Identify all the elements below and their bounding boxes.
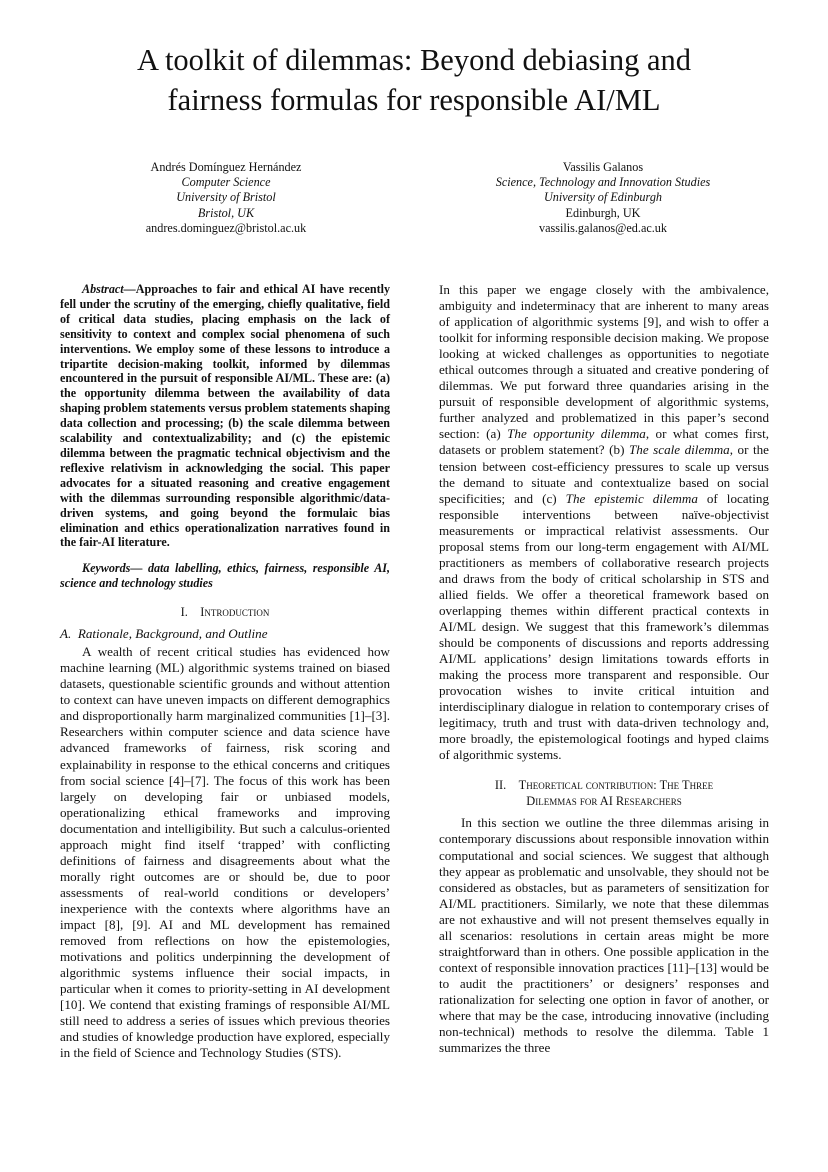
emphasis-opportunity: The opportunity dilemma: [507, 426, 646, 442]
paper-title: [40, 40, 788, 120]
abstract-lead: Abstract—: [82, 282, 136, 296]
subsection-title: Rationale, Background, and Outline: [77, 626, 268, 642]
section-number: I.: [180, 605, 188, 620]
author-location: Edinburgh, UK: [565, 205, 641, 220]
author-department: Science, Technology and Innovation Studies: [495, 175, 711, 190]
section-title-line-2: Dilemmas for AI Researchers: [526, 794, 682, 809]
text-run: of locating responsible interventions between naïve-objectivist measurements or impractical relativist assessments. Our proposal stems from our long-term engagement with AI/ML practitioners as members of collaborative research projects and draws from the body of critical scholarship in STS and allied fields. We offer a theoretical framework based on overlapping themes within different practical contexts in AI/ML design. We suggest that this framework’s dilemmas should be components of discussions and reports addressing AI/ML applications’ design limitations towards efforts in making the process more transparent and responsible. Our provocation wishes to invite critical intuition and interdisciplinary dialogue in relation to contemporary crises of legitimacy, truth and trust with data-driven technology and, more broadly, the epistemological footings and hyped claims of algorithmic systems.: [439, 490, 769, 763]
keywords: [60, 561, 390, 591]
body-paragraph: [439, 282, 769, 763]
keywords-text: data labelling, ethics, fairness, responsible AI, science and technology studies: [60, 561, 390, 591]
section-title: Introduction: [200, 605, 270, 620]
author-email: vassilis.galanos@ed.ac.uk: [539, 220, 667, 235]
abstract-text: Approaches to fair and ethical AI have recently fell under the scrutiny of the emerging, chiefly qualitative, field of critical data studies, placing emphasis on the lack of sensitivity to context and complex social phenomena of such interventions. We employ some of these lessons to introduce a tripartite decision-making toolkit, informed by dilemmas encountered in the pursuit of responsible AI/ML. These are: (a) the opportunity dilemma between the availability of data shaping problem statements versus problem statements shaping data collection and processing; (b) the scale dilemma between scalability and contextualizability; and (c) the epistemic dilemma between the pragmatic technical objectivism and the reflexive relativism in acknowledging the social. This paper advocates for a situated reasoning and creative engagement with the dilemmas surrounding responsible algorithmic/data-driven systems, and going beyond the formulaic bias elimination and ethics operationalization narratives found in the fair-AI literature.: [60, 282, 390, 550]
keywords-lead: Keywords—: [82, 561, 143, 576]
title-line-2: fairness formulas for responsible AI/ML: [167, 83, 661, 117]
author-name: Andrés Domínguez Hernández: [150, 160, 302, 174]
author-location: Bristol, UK: [197, 205, 255, 220]
text-run: , or what comes first, datasets or problem statement? (b): [439, 426, 769, 458]
body-paragraph: In this section we outline the three dilemmas arising in contemporary discussions about responsible innovation within computational and social sciences. We suggest that although they appear as problematic and unsolvable, they should not be considered as obstacles, but as parameters of sensitization for AI/ML practitioners. Similarly, we note that these dilemmas are not exhaustive and will not present themselves equally in all scenarios: resolutions in certain areas might be more straightforward than in others. One possible application in the context of responsible innovation practices [11]–[13] would be to audit the practitioners’ or designers’ responses and rationalization for selecting one option in favor of another, or where that may be the case, introducing innovative (including non-technical) methods to resolve the dilemma. Table 1 summarizes the three: [439, 815, 769, 1056]
author-name: Vassilis Galanos: [562, 160, 644, 174]
author-organization: University of Edinburgh: [543, 190, 663, 205]
text-run: In this paper we engage closely with the ambivalence, ambiguity and indeterminacy that are inherent to many areas of application of algorithmic systems [9], and wish to offer a toolkit for informing responsible decision making. We propose looking at wicked challenges as opportunities to negotiate ethical outcomes through a situated and creative pondering of dilemmas. We put forward three quandaries arising in the pursuit of responsible development of algorithmic systems, further analyzed and problematized in this paper’s second section: (a): [439, 282, 769, 442]
right-column: [439, 282, 769, 1056]
author-organization: University of Bristol: [176, 190, 276, 205]
section-number: II.: [494, 778, 507, 793]
section-title-line-1: Theoretical contribution: The Three: [518, 778, 714, 793]
emphasis-epistemic: The epistemic dilemma: [565, 490, 698, 506]
author-department: Computer Science: [181, 175, 271, 190]
section-heading-introduction: [60, 604, 390, 620]
title-line-1: A toolkit of dilemmas: Beyond debiasing and: [136, 43, 692, 77]
author-block-2: [453, 160, 753, 236]
text-run: , or the tension between cost-efficiency pressures to scale up versus the demand to situate and contextualize based on social specificities; and (c): [439, 442, 769, 506]
author-block-1: [76, 160, 376, 236]
section-heading-theoretical: [439, 777, 769, 809]
abstract: [60, 282, 390, 550]
left-column: [60, 282, 390, 1061]
emphasis-scale: The scale dilemma: [628, 442, 730, 458]
subsection-number: A.: [60, 626, 72, 642]
body-paragraph: A wealth of recent critical studies has evidenced how machine learning (ML) algorithmic systems trained on biased datasets, questionable scientific grounds and without attention to context can have uneven impacts on different demographics and disproportionally harm marginalized communities [1]–[3]. Researchers within computer science and data science have advanced frameworks of fairness, risk scoring and explainability in response to the ethical concerns and critiques from social science [4]–[7]. The focus of this work has been largely on developing fair or unbiased models, operationalizing ethical frameworks and improving documentation and intelligibility. But such a calculus-oriented approach might find itself ‘trapped’ with conflicting definitions of fairness and disagreements about what the morally right outcomes are or should be, due to poor assessments of real-world conditions or developers’ inexperience with the contexts where algorithms have an impact [8], [9]. AI and ML development has remained removed from reflections on how the epistemologies, motivations and politics underpinning the development of algorithmic systems influence their social impacts, in particular when it comes to priority-setting in AI development [10]. We contend that existing framings of responsible AI/ML still need to address a series of issues which previous theories and studies of knowledge production have explored, especially in the field of Science and Technology Studies (STS).: [60, 644, 390, 1061]
author-email: andres.dominguez@bristol.ac.uk: [145, 220, 307, 235]
subsection-heading: [60, 626, 390, 642]
